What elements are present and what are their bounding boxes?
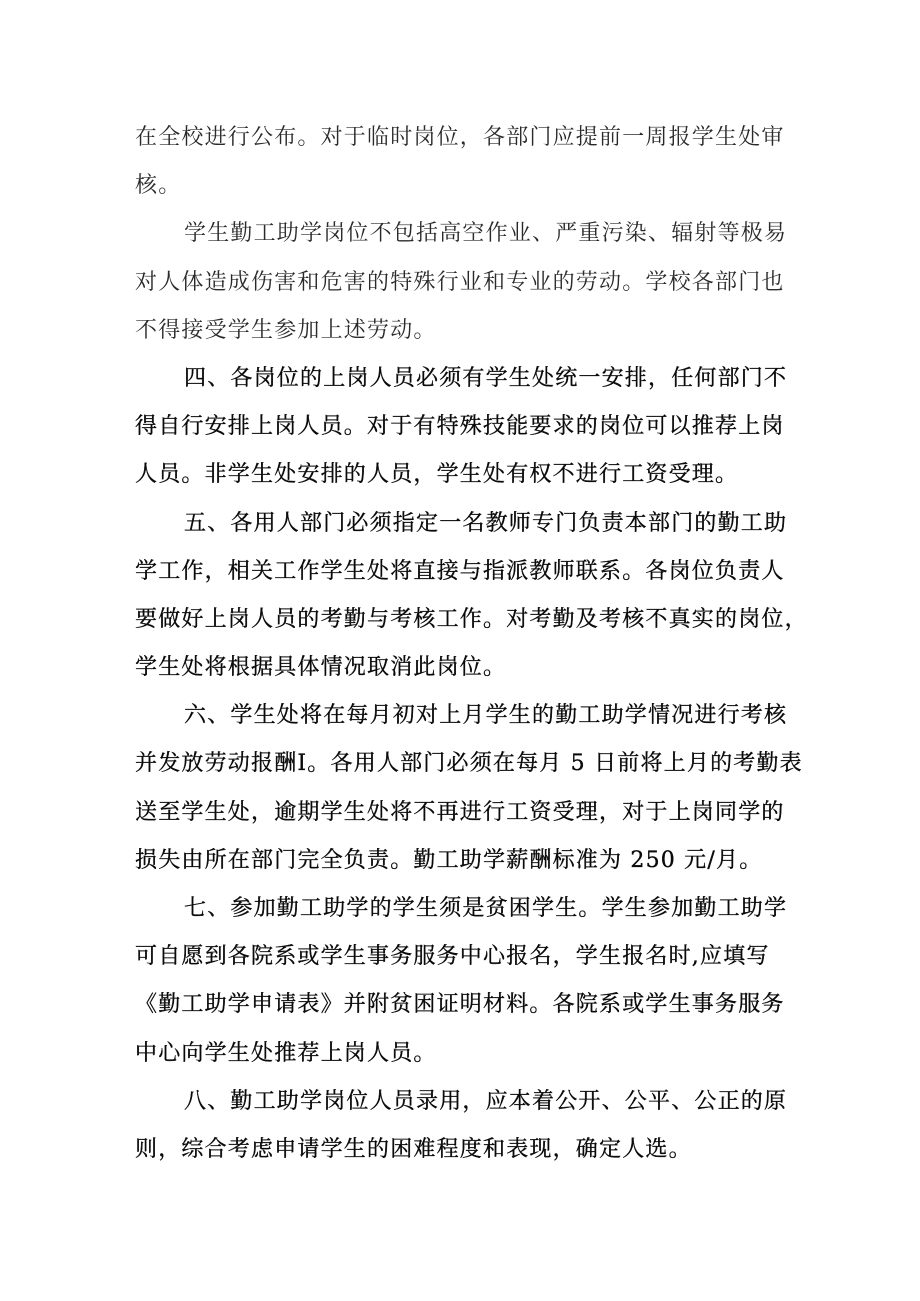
text-line: 则，综合考虑申请学生的困难程度和表现，确定人选。 (135, 1136, 692, 1162)
text-line: 要做好上岗人员的考勤与考核工作。对考勤及考核不真实的岗位， (135, 606, 808, 632)
paragraph-item-7 (135, 885, 835, 1078)
text-line: 人员。非学生处安排的人员，学生处有权不进行工资受理。 (135, 462, 739, 488)
text-line: 六、学生处将在每月初对上月学生的勤工助学情况进行考核 (184, 703, 788, 729)
text-line: 得自行安排上岗人员。对于有特殊技能要求的岗位可以推荐上岗 (135, 414, 785, 440)
text-line: 送至学生处，逾期学生处将不再进行工资受理，对于上岗同学的 (135, 799, 785, 825)
text-line: 可自愿到各院系或学生事务服务中心报名，学生报名时,应填写 (135, 944, 770, 970)
text-line: 四、各岗位的上岗人员必须有学生处统一安排，任何部门不 (184, 365, 788, 391)
paragraph-item-4 (135, 355, 835, 500)
text-line: 学生处将根据具体情况取消此岗位。 (135, 655, 507, 681)
paragraph-item-8 (135, 1078, 835, 1174)
paragraph-item-6 (135, 692, 835, 885)
document-body (135, 114, 835, 1174)
paragraph-item-5 (135, 500, 835, 693)
text-line: 学工作，相关工作学生处将直接与指派教师联系。各岗位负责人 (135, 558, 785, 584)
text-line: 五、各用人部门必须指定一名教师专门负责本部门的勤工助 (184, 510, 788, 536)
text-line: 核。 (135, 173, 182, 199)
text-line: 学生勤工助学岗位不包括高空作业、严重污染、辐射等极易 (184, 221, 788, 247)
text-line: 八、勤工助学岗位人员录用，应本着公开、公平、公正的原 (184, 1088, 788, 1114)
text-line: 《勤工助学申请表》并附贫困证明材料。各院系或学生事务服务 (135, 992, 785, 1018)
text-line: 在全校进行公布。对于临时岗位，各部门应提前一周报学生处审 (135, 125, 785, 150)
text-line: 不得接受学生参加上述劳动。 (135, 317, 437, 343)
paragraph-restricted-work (135, 210, 835, 355)
text-line: 损失由所在部门完全负责。勤工助学薪酬标准为 250 元/月。 (135, 847, 763, 873)
text-line: 中心向学生处推荐上岗人员。 (135, 1040, 437, 1066)
text-line: 并发放劳动报酬I。各用人部门必须在每月 5 日前将上月的考勤表 (135, 751, 803, 777)
paragraph-continuation (135, 114, 835, 210)
text-line: 对人体造成伤害和危害的特殊行业和专业的劳动。学校各部门也 (135, 269, 785, 295)
text-line: 七、参加勤工助学的学生须是贫困学生。学生参加勤工助学 (184, 896, 788, 921)
